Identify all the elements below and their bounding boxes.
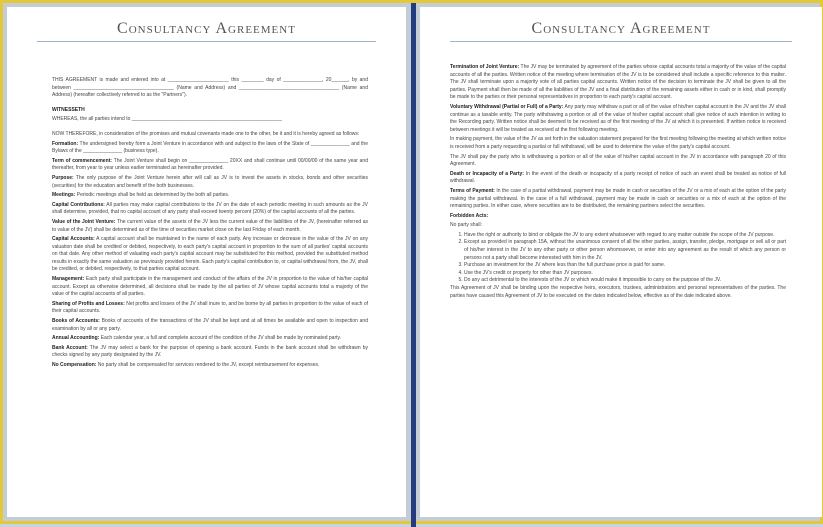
paragraph xyxy=(52,175,368,190)
closing-paragraph: This Agreement of JV shall be binding upon the respective heirs, executors, trustees, administrators and personal representatives of the parties. The parties have caused this Agreement of JV to be executed on the dates indicated below, effective as of the date indicated above. xyxy=(450,285,786,299)
paragraph-text: Any party may withdraw a part or all of the value of his/her capital account in the JV and the JV shall continue as a taxable entity. The party withdrawing a portion or all of the value of his/her capital account shall give notice of such intention in writing to the Recording party. Written notice shall be deemed to be received as of the first meeting of the JV at which it is presented. If written notice is received between meetings it will be treated as received at the first following meeting. xyxy=(450,103,786,133)
paragraph xyxy=(52,77,368,100)
paragraph-text: Each calendar year, a full and complete account of the condition of the JV shall be made by nominated party. xyxy=(100,335,342,342)
paragraph xyxy=(52,158,368,173)
paragraph-text: The current value of the assets of the JV less the current value of the liabilities of the JV, (hereinafter referred as to value of the JV) shall be determined as of the time of securities market close on the last Friday of each month. xyxy=(52,218,368,233)
paragraph xyxy=(450,171,786,186)
paragraph-text: The undersigned hereby form a Joint Venture in accordance with and subject to the laws of the State of ______________ and the Bylaws of the ______________ (business type). xyxy=(52,140,368,155)
paragraph-text: No party shall be compensated for services rendered to the JV, except reimbursement for expenses. xyxy=(97,362,320,368)
forbidden-acts-list xyxy=(450,232,786,285)
document-page-2 xyxy=(420,7,822,517)
document-page-1 xyxy=(7,7,406,517)
paragraph xyxy=(450,104,786,134)
paragraph-text: Each party shall participate in the management and conduct of the affairs of the JV in proportion to the value of his/her capital account. Except as otherwise determined, all decisions shall be made by the all parties of JV whose capital accounts total a majority of the value of the capital accounts of all parties. xyxy=(52,276,368,298)
paragraph xyxy=(450,64,786,102)
paragraph-label: Death or Incapacity of a Party: xyxy=(450,170,524,177)
paragraph-label: Capital Accounts: xyxy=(52,236,95,243)
paragraph-label: No Compensation: xyxy=(52,362,97,368)
paragraph-text: The only purpose of the Joint Venture herein after will call as JV is to invest the assets in stocks, bonds and other securities (securities) for the education and benefit of the both businesses. xyxy=(52,174,368,189)
paragraph xyxy=(52,345,368,360)
title-rule xyxy=(37,41,376,42)
paragraph-text: NOW THEREFORE, in consideration of the promises and mutual covenants made one to the other, be it and it is hereby agreed as follows: xyxy=(52,130,360,137)
list-item: 5. Do any act detrimental to the interests of the JV or which would make it impossible to carry on the purpose of the JV. xyxy=(464,277,786,285)
paragraph xyxy=(450,188,786,211)
paragraph-text: WHEREAS, the all parties intend to ______________________________________________________ xyxy=(52,116,282,123)
paragraph xyxy=(450,222,786,230)
paragraph xyxy=(52,116,368,124)
list-item: 2. Except as provided in paragraph 15A, without the unanimous consent of all the other parties, assign, transfer, pledge, mortgage or sell all or part of his/her interest in the JV to any other party or other person whomsoever, or enter into any agreement as the result of which any person or persons not a party shall become interested with him in the JV. xyxy=(464,239,786,262)
paragraph-label: Capital Contributions: xyxy=(52,201,105,208)
paragraph-label: Value of the Joint Venture: xyxy=(52,218,116,225)
list-item: 3. Purchase an investment for the JV where less than the full purchase price is paid for same. xyxy=(464,262,786,270)
paragraph-text: In the event of the death or incapacity of a party receipt of notice of such an event shall be treated as notice of full withdrawal. xyxy=(450,170,786,185)
paragraph-text: In the case of a partial withdrawal, payment may be made in cash or securities of the JV or a mix of each at the option of the party making the partial withdrawal. In the case of a full withdrawal, payment may be made in cash or securities or a mix of each at the option of the remaining parties. In either case, where securities are to be distributed, the remaining partners select the securities. xyxy=(450,187,786,210)
page-body xyxy=(450,64,786,511)
paragraph-text: The Joint Venture shall begin on ______________ 20XX and shall continue until 00/00/00 of the same year and thereafter, from year to year unless earlier terminated as hereinafter provided. xyxy=(52,157,368,172)
paragraph-label: Books of Accounts: xyxy=(52,318,100,325)
paragraph-label: Term of commencement: xyxy=(52,157,112,164)
paragraph-text: Books of accounts of the transactions of the JV shall be kept and at all times be available and open to inspection and examination by all or any party. xyxy=(52,318,368,332)
paragraph xyxy=(52,335,368,343)
paragraph xyxy=(52,131,368,139)
paragraph xyxy=(52,202,368,217)
paragraph xyxy=(52,107,368,115)
paragraph-label: Forbidden Acts: xyxy=(450,212,489,219)
paragraph-label: Voluntary Withdrawal (Partial or Full) of a Party: xyxy=(450,103,564,110)
paragraph-text: No party shall: xyxy=(450,222,482,229)
page-divider xyxy=(411,3,416,527)
paragraph xyxy=(52,219,368,234)
paragraph-label: Termination of Joint Venture: xyxy=(450,64,520,70)
paragraph-text: The JV may select a bank for the purpose of opening a bank account. Funds in the bank account shall be withdrawn by checks signed by any party designated by the JV. xyxy=(52,344,368,359)
paragraph-text: The JV shall pay the party who is withdrawing a portion or all of the value of his/her capital account in the JV in accordance with paragraph 20 of this Agreement. xyxy=(450,153,786,168)
paragraph xyxy=(52,141,368,156)
paragraph-label: Meetings: xyxy=(52,192,76,199)
paragraph-text: THIS AGREEMENT is made and entered into at ______________________ this ________ day of ______________, 20______, by and between ____________________________________ (Name and Address) and ____________________________________ (Name and Address) (hereafter collectively referred to as the "Partners"). xyxy=(52,77,368,99)
list-item: 1. Have the right or authority to bind or obligate the JV to any extent whatsoever with regard to any matter outside the scope of the JV purpose. xyxy=(464,232,786,240)
paragraph-text: Net profits and losses of the JV shall inure to, and be borne by all parties in proportion to the value of each of their capital accounts. xyxy=(52,300,368,315)
title-rule xyxy=(450,41,792,42)
paragraph xyxy=(52,318,368,333)
page-title: Consultancy Agreement xyxy=(531,20,711,37)
paragraph-text: A capital account shall be maintained in the name of each party. Any increase or decrease in the value of the JV on any valuation date shall be credited or debited, respectively, to each party's capital account in proportion to the sum of all parties' capital accounts on that date. Any other method of valuating each party's capital account may be substituted for this method, provided the substituted method results in exactly the same valuation as previously provided herein. Each party's capital contribution to, or capital withdrawal from, the JV, shall be credited, or debited, respectively, to that parties capital account. xyxy=(52,236,368,273)
paragraph xyxy=(52,301,368,316)
page-title: Consultancy Agreement xyxy=(117,20,296,37)
list-item: 4. Use the JV's credit or property for other than JV purposes. xyxy=(464,270,786,278)
paragraph-label: Purpose: xyxy=(52,174,74,181)
paragraph-label: Annual Accounting: xyxy=(52,335,100,342)
paragraph xyxy=(450,213,786,221)
paragraph-text: All parties may make capital contributions to the JV on the date of each periodic meeting in such amounts as the JV shall determine, provided, that no capital account of any party shall exceed twenty percent (20%) of the capital accounts of all the parties. xyxy=(52,201,369,216)
paragraph-text: Periodic meetings shall be held as determined by the both all parties. xyxy=(76,192,230,199)
paragraph xyxy=(52,362,368,370)
paragraph-label: Terms of Payment: xyxy=(450,187,495,194)
paragraph-label: Management: xyxy=(52,276,85,283)
paragraph xyxy=(52,236,368,274)
paragraph-label: WITNESSETH xyxy=(52,106,85,113)
paragraph-label: Sharing of Profits and Losses: xyxy=(52,300,125,307)
paragraph-text: The JV may be terminated by agreement of the parties whose capital accounts total a majority of the value of the capital accounts of all the parties. Written notice of the meeting where termination of the JV is to be considered shall include a specific reference to this matter. The JV shall terminate upon a majority vote of all parties capital accounts. Written notice of the decision to terminate the JV shall be given to all the parties. Payment shall then be made of all the liabilities of the JV and a final distribution of the remaining assets either in cash or in kind, shall promptly be made to the parties or their personal representatives in proportion to each party's capital account. xyxy=(450,64,786,101)
paragraph xyxy=(52,192,368,200)
paragraph-label: Bank Account: xyxy=(52,344,88,351)
paragraph-label: Formation: xyxy=(52,140,79,147)
paragraph xyxy=(52,276,368,299)
paragraph xyxy=(450,154,786,169)
page-body xyxy=(52,77,368,511)
paragraph xyxy=(450,136,786,151)
paragraph-text: In making payment, the value of the JV as set forth in the valuation statement prepared for the first meeting following the meeting at which written notice is received from a party requesting a partial or full withdrawal, will be used to determine the value of the party's capital account. xyxy=(450,136,786,150)
